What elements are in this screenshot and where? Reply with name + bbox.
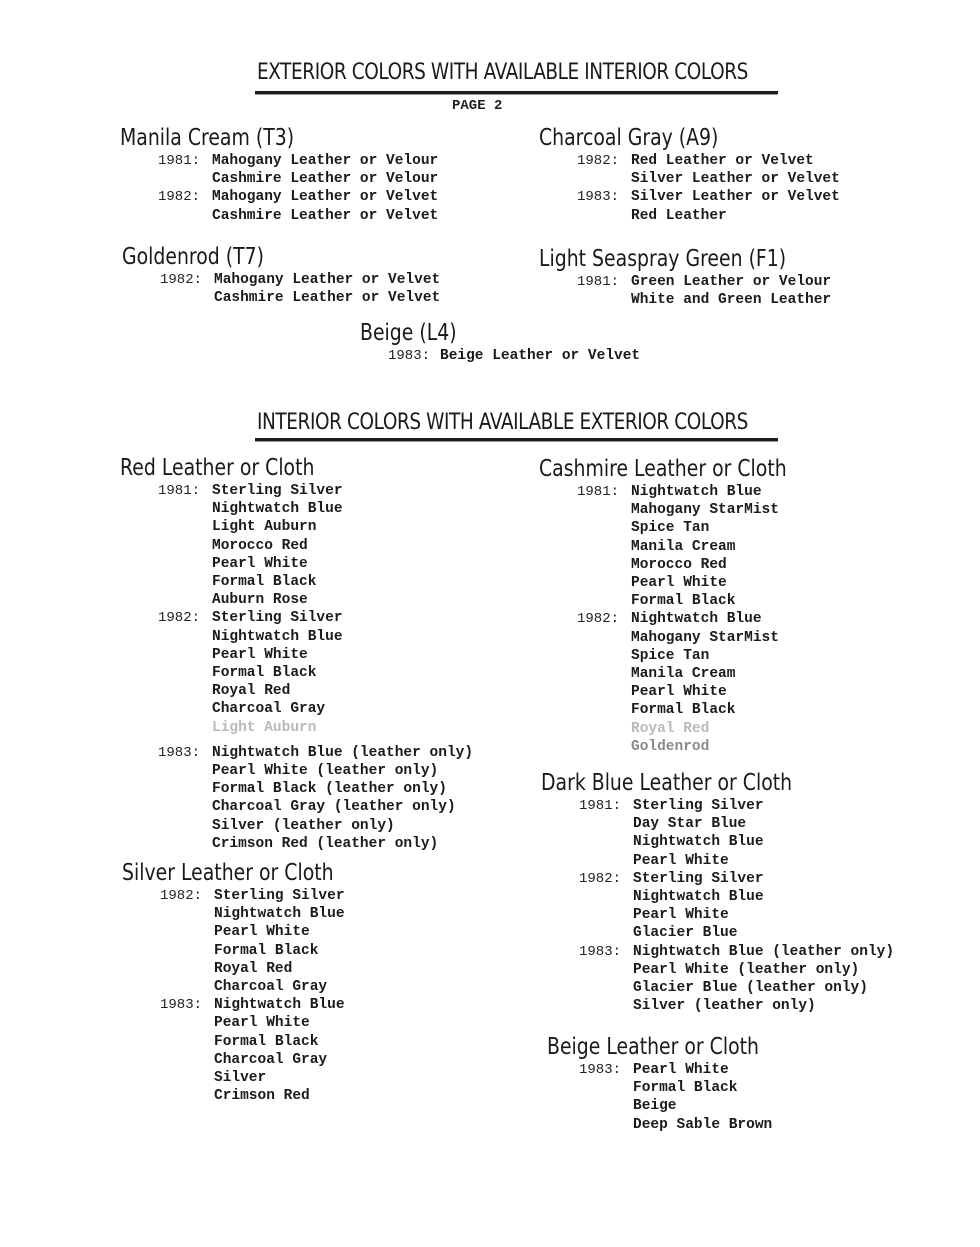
- year-label: 1981:: [576, 484, 619, 500]
- list-item: Deep Sable Brown: [633, 1116, 773, 1133]
- year-label: 1982:: [576, 153, 619, 169]
- list-item: Silver (leather only): [633, 998, 816, 1015]
- interior-color-dark-blue: [541, 769, 894, 1015]
- year-label: 1983:: [578, 943, 621, 960]
- list-item: Nightwatch Blue: [212, 501, 343, 518]
- list-item: Formal Black: [631, 702, 736, 719]
- list-item: Morocco Red: [212, 537, 308, 554]
- year-label: 1983:: [159, 997, 202, 1014]
- list-item: Mahogany Leather or Velour: [212, 153, 439, 169]
- year-label: 1982:: [576, 611, 619, 628]
- interior-color-red: [120, 454, 473, 853]
- list-item: Nightwatch Blue (leather only): [633, 943, 895, 960]
- year-label: 1981:: [157, 153, 200, 169]
- year-group: [541, 943, 894, 1016]
- list-item: Red Leather: [631, 207, 727, 224]
- list-item: Silver Leather or Velvet: [631, 171, 840, 188]
- list-item: Formal Black: [212, 665, 317, 682]
- list-item: Crimson Red (leather only): [212, 835, 439, 852]
- list-item: Silver (leather only): [212, 817, 395, 834]
- year-label: 1982:: [159, 888, 202, 904]
- list-item: Light Auburn: [212, 519, 317, 536]
- list-item: Silver Leather or Velvet: [631, 189, 840, 206]
- list-item: Nightwatch Blue: [214, 997, 345, 1014]
- list-item: Pearl White (leather only): [633, 961, 860, 978]
- list-item: Pearl White: [214, 924, 310, 941]
- list-item: Nightwatch Blue: [631, 611, 762, 628]
- year-group: [120, 188, 438, 224]
- list-item: Morocco Red: [631, 556, 727, 573]
- list-item: Cashmire Leather or Velour: [212, 171, 439, 188]
- exterior-color-goldenrod: [122, 243, 440, 307]
- list-item: Charcoal Gray: [214, 979, 328, 996]
- list-item: Formal Black: [214, 942, 319, 959]
- list-item: Spice Tan: [631, 647, 710, 664]
- color-heading: Red Leather or Cloth: [120, 455, 315, 481]
- list-item: Red Leather or Velvet: [631, 153, 814, 169]
- color-heading: Dark Blue Leather or Cloth: [541, 770, 793, 796]
- interior-color-beige: [547, 1033, 806, 1134]
- list-item: Formal Black: [214, 1033, 319, 1050]
- list-item: Nightwatch Blue: [214, 906, 345, 923]
- exterior-title-rule: [255, 91, 778, 95]
- list-item: Nightwatch Blue: [633, 834, 764, 851]
- list-item: Sterling Silver: [633, 870, 764, 887]
- list-item: Green Leather or Velour: [631, 274, 832, 290]
- list-item: Cashmire Leather or Velvet: [212, 207, 439, 224]
- list-item: Silver: [214, 1070, 267, 1087]
- color-heading: Beige Leather or Cloth: [547, 1034, 759, 1060]
- color-heading: Manila Cream (T3): [120, 125, 295, 151]
- color-heading: Light Seaspray Green (F1): [539, 246, 787, 272]
- year-group: [122, 996, 380, 1105]
- year-label: 1981:: [578, 798, 621, 814]
- year-group: [120, 482, 473, 609]
- list-item: Nightwatch Blue (leather only): [212, 744, 474, 761]
- list-item: Mahogany StarMist: [631, 629, 779, 646]
- color-heading: Silver Leather or Cloth: [122, 860, 334, 886]
- list-item: Formal Black: [631, 593, 736, 610]
- year-label: 1982:: [157, 189, 200, 206]
- exterior-color-beige: [360, 319, 640, 365]
- year-label: 1983:: [387, 348, 430, 364]
- list-item: Royal Red: [212, 683, 291, 700]
- list-item: Mahogany StarMist: [631, 502, 779, 519]
- list-item-faded: Light Auburn: [212, 719, 317, 736]
- list-item: Nightwatch Blue: [633, 889, 764, 906]
- year-group: [539, 152, 840, 188]
- exterior-color-light-seaspray-green: [539, 245, 840, 309]
- year-group: [539, 610, 841, 756]
- year-group: [120, 609, 473, 736]
- list-item: Charcoal Gray (leather only): [212, 799, 456, 816]
- list-item: Pearl White: [631, 575, 727, 592]
- list-item: Mahogany Leather or Velvet: [212, 189, 439, 206]
- color-heading: Charcoal Gray (A9): [539, 125, 719, 151]
- list-item: Manila Cream: [631, 666, 736, 683]
- year-label: 1982:: [578, 870, 621, 887]
- year-label: 1983:: [576, 189, 619, 206]
- list-item: Beige: [633, 1098, 677, 1115]
- list-item: Charcoal Gray: [212, 701, 326, 718]
- interior-title-rule: [255, 438, 778, 442]
- year-label: 1982:: [159, 272, 202, 288]
- list-item-faded: Royal Red: [631, 720, 710, 737]
- exterior-color-manila-cream: [120, 124, 438, 225]
- year-label: 1981:: [157, 483, 200, 499]
- year-label: 1983:: [578, 1062, 621, 1078]
- color-heading: Cashmire Leather or Cloth: [539, 456, 787, 482]
- list-item: Sterling Silver: [212, 483, 343, 499]
- list-item: Glacier Blue: [633, 925, 738, 942]
- list-item: Crimson Red: [214, 1088, 310, 1105]
- year-group: [122, 271, 440, 307]
- list-item: Pearl White: [631, 684, 727, 701]
- list-item: Mahogany Leather or Velvet: [214, 272, 441, 288]
- list-item: Manila Cream: [631, 538, 736, 555]
- color-heading: Beige (L4): [360, 320, 457, 346]
- year-group: [539, 188, 840, 224]
- year-group: [539, 273, 840, 309]
- list-item: Charcoal Gray: [214, 1051, 328, 1068]
- list-item: Pearl White (leather only): [212, 763, 439, 780]
- list-item-faded: Goldenrod: [631, 738, 710, 755]
- list-item: Sterling Silver: [212, 610, 343, 627]
- year-label: 1981:: [576, 274, 619, 290]
- year-group: [541, 797, 894, 870]
- list-item: Sterling Silver: [214, 888, 345, 904]
- list-item: White and Green Leather: [631, 292, 832, 309]
- list-item: Formal Black: [633, 1080, 738, 1097]
- list-item: Nightwatch Blue: [631, 484, 762, 500]
- interior-color-cashmire: [539, 455, 841, 756]
- year-group: [547, 1061, 806, 1134]
- list-item: Formal Black (leather only): [212, 781, 447, 798]
- list-item: Beige Leather or Velvet: [440, 348, 641, 364]
- list-item: Royal Red: [214, 960, 293, 977]
- list-item: Pearl White: [633, 907, 729, 924]
- list-item: Pearl White: [212, 555, 308, 572]
- list-item: Pearl White: [633, 852, 729, 869]
- year-group: [541, 870, 894, 943]
- list-item: Cashmire Leather or Velvet: [214, 290, 441, 307]
- exterior-section-title: EXTERIOR COLORS WITH AVAILABLE INTERIOR COLORS: [257, 60, 748, 85]
- year-group: [122, 887, 380, 996]
- year-group: [539, 483, 841, 610]
- year-label: 1983:: [157, 744, 200, 761]
- list-item: Glacier Blue (leather only): [633, 980, 868, 997]
- interior-section-title: INTERIOR COLORS WITH AVAILABLE EXTERIOR COLORS: [257, 410, 748, 435]
- list-item: Auburn Rose: [212, 592, 308, 609]
- list-item: Nightwatch Blue: [212, 628, 343, 645]
- list-item: Pearl White: [212, 646, 308, 663]
- exterior-color-charcoal-gray: [539, 124, 840, 225]
- list-item: Spice Tan: [631, 520, 710, 537]
- page-number: PAGE 2: [452, 98, 503, 114]
- color-heading: Goldenrod (T7): [122, 244, 265, 270]
- list-item: Sterling Silver: [633, 798, 764, 814]
- list-item: Pearl White: [214, 1015, 310, 1032]
- list-item: Day Star Blue: [633, 816, 747, 833]
- list-item: Pearl White: [633, 1062, 729, 1078]
- year-label: 1982:: [157, 610, 200, 627]
- year-group: [120, 152, 438, 188]
- year-group: [360, 347, 640, 365]
- list-item: Formal Black: [212, 574, 317, 591]
- interior-color-silver: [122, 859, 380, 1105]
- year-group: [120, 744, 473, 853]
